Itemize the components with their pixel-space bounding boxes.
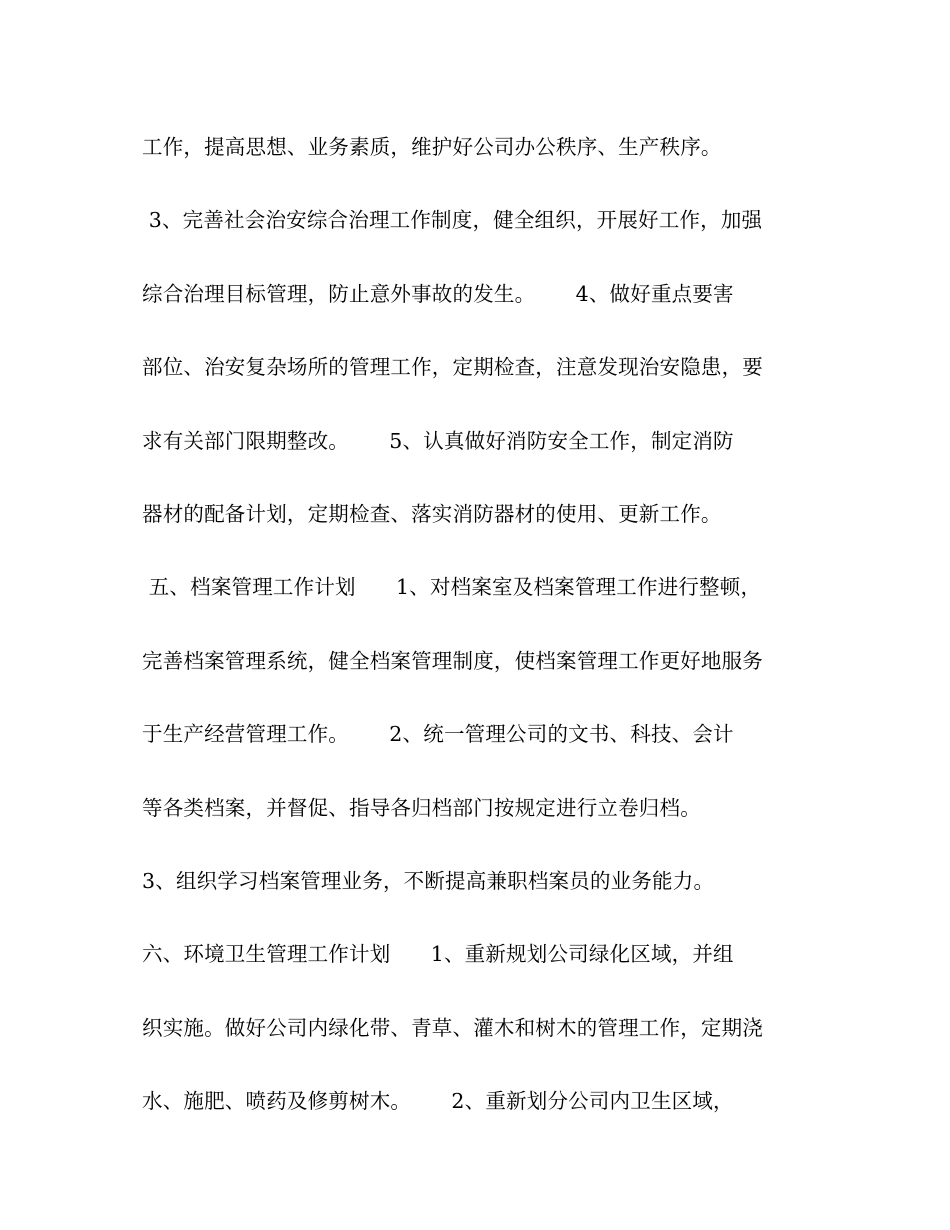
text-line: 器材的配备计划，定期检查、落实消防器材的使用、更新工作。 bbox=[142, 501, 722, 526]
text-line: 五、档案管理工作计划 1、对档案室及档案管理工作进行整顿， bbox=[142, 575, 762, 600]
text-line: 综合治理目标管理，防止意外事故的发生。 4、做好重点要害 bbox=[142, 281, 734, 306]
text-line: 六、环境卫生管理工作计划 1、重新规划公司绿化区域，并组 bbox=[142, 942, 734, 967]
text-line: 3、完善社会治安综合治理工作制度，健全组织，开展好工作，加强 bbox=[142, 208, 763, 233]
text-line: 等各类档案，并督促、指导各归档部门按规定进行立卷归档。 bbox=[142, 795, 701, 820]
text-line: 于生产经营管理工作。 2、统一管理公司的文书、科技、会计 bbox=[142, 722, 734, 747]
text-line: 求有关部门限期整改。 5、认真做好消防安全工作，制定消防 bbox=[142, 428, 734, 453]
text-line: 工作，提高思想、业务素质，维护好公司办公秩序、生产秩序。 bbox=[142, 135, 722, 159]
body-text bbox=[142, 128, 842, 1155]
text-line: 部位、治安复杂场所的管理工作，定期检查，注意发现治安隐患，要 bbox=[142, 355, 763, 380]
text-line: 水、施肥、喷药及修剪树木。 2、重新划分公司内卫生区域， bbox=[142, 1089, 734, 1114]
text-line: 织实施。做好公司内绿化带、青草、灌木和树木的管理工作，定期浇 bbox=[142, 1015, 763, 1040]
text-line: 3、组织学习档案管理业务，不断提高兼职档案员的业务能力。 bbox=[142, 868, 715, 893]
text-line: 完善档案管理系统，健全档案管理制度，使档案管理工作更好地服务 bbox=[142, 648, 763, 673]
